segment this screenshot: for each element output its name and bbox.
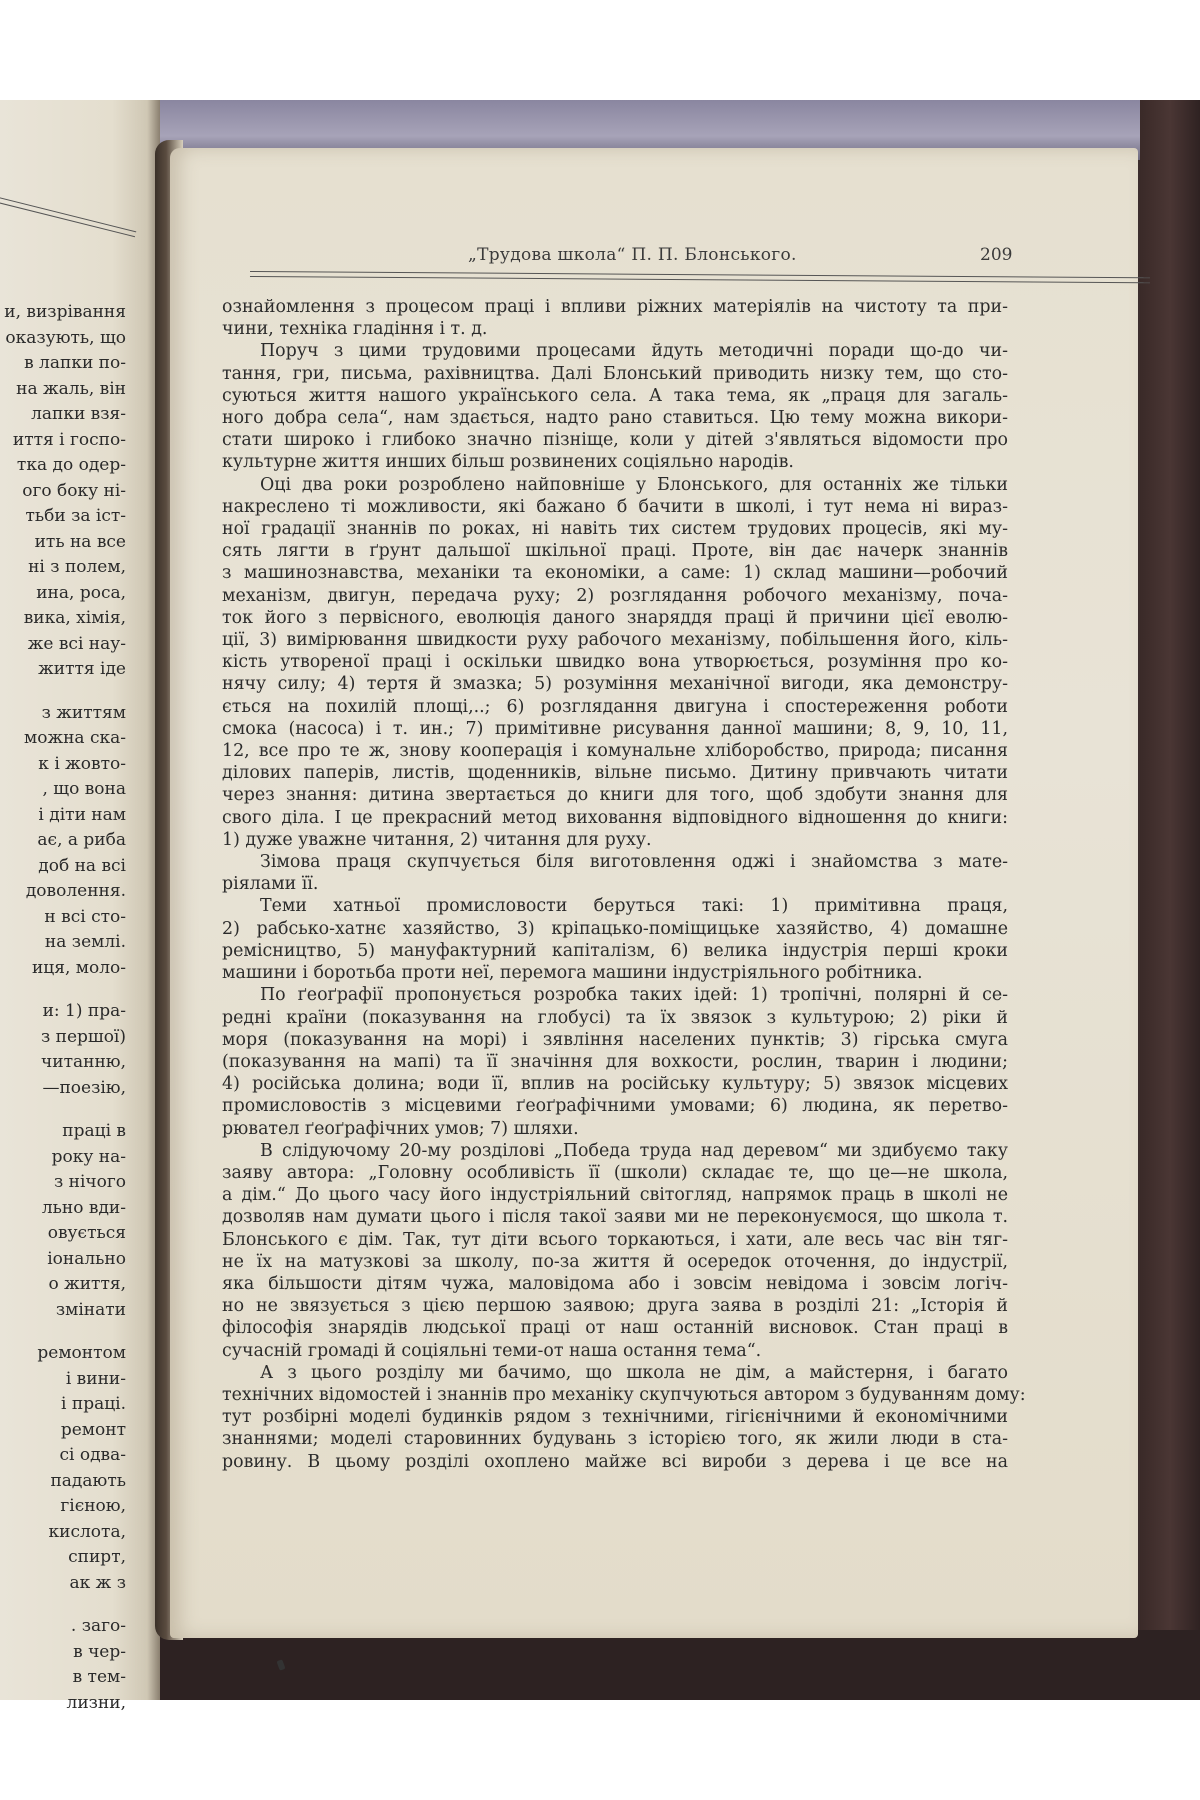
text-line: ділових паперів, листів, щоденників, вільне письмо. Дитину привчають читати (222, 763, 1008, 784)
text-line: рювател ґеоґрафічних умов; 7) шляхи. (222, 1118, 579, 1139)
text-line: культурне життя инших більш розвинених соціяльно народів. (222, 452, 794, 473)
text-line: знаннями; моделі старовинних будувань з історією того, як жили люди в ста- (222, 1429, 1008, 1450)
left-text-line: овується (47, 1223, 126, 1243)
text-line: По ґеоґрафії пропонується розробка таких ідей: 1) тропічні, полярні й се- (260, 985, 1008, 1006)
left-text-line: змінати (55, 1299, 126, 1320)
left-text-line: же всі нау- (27, 633, 126, 654)
text-line: заяву автора: „Головну особливість її (школи) складає те, що це—не школа, (222, 1162, 1008, 1183)
left-text-line: іонально (47, 1248, 126, 1269)
left-text-line: тка до одер- (16, 455, 126, 475)
left-text-line: і діти нам (38, 804, 126, 825)
background-cloth-right (1140, 100, 1200, 1700)
left-text-line: и, визрівання (4, 302, 126, 322)
text-line: накреслено ті можливости, які бажано б бачити в школі, і тут нема ні вираз- (222, 496, 1008, 517)
left-text-line: кислота, (48, 1521, 126, 1542)
left-text-line: ить на все (34, 531, 126, 552)
text-line: 2) рабсько-хатнє хазяйство, 3) кріпацько-поміщицьке хазяйство, 4) домашне (222, 918, 1008, 939)
text-line: не їх на матузкові за школу, по-за життя й осередок оточення, до індустрії, (222, 1251, 1008, 1272)
left-text-line: оказують, що (5, 327, 126, 348)
text-line: Блонського є дім. Так, тут діти всього торкаються, і хати, але весь час він тяг- (222, 1229, 1008, 1250)
text-line: 12, все про те ж, знову кооперація і комунальне хліборобство, природа; писання (222, 741, 1008, 762)
text-line: філософія знарядів людської праці от наш останній висновок. Стан праці в (222, 1318, 1008, 1339)
text-line: ремісництво, 5) мануфактурний капіталізм, 6) велика індустрія перші кроки (222, 940, 1008, 961)
left-text-line: в лапки по- (24, 353, 126, 373)
text-line: дозволяв нам думати цього і після такої заяви ми не переконуємося, що школа т. (222, 1207, 1008, 1228)
text-line: Теми хатньої промисловости беруться такі: 1) примітивна праця, (260, 896, 1008, 917)
left-text-line: читанню, (41, 1052, 126, 1072)
left-text-line: вика, хімія, (23, 608, 126, 628)
text-line: 1) дуже уважне читання, 2) читання для руху. (222, 829, 652, 850)
left-text-line: ремонт (60, 1419, 126, 1440)
left-page-fragment (0, 100, 160, 1713)
text-line: 4) російська долина; води її, вплив на російську культуру; 5) звязок місцевих (222, 1074, 1008, 1095)
text-line: стати широко і глибоко значно пізніще, коли у дітей з'являться відомости про (222, 430, 1008, 451)
left-text-line: життя іде (38, 659, 126, 679)
left-text-line: на землі. (44, 932, 126, 952)
text-line: ріялами її. (222, 874, 319, 895)
left-text-line: з життям (41, 702, 126, 723)
left-text-line: к і жовто- (38, 753, 126, 774)
text-line: яка більшости дітям чужа, маловідома або і зовсім невідома і зовсім логіч- (222, 1273, 1008, 1294)
left-text-line: можна ска- (24, 728, 126, 748)
left-text-line: ина, роса, (36, 582, 126, 603)
text-line: моря (показування на морі) і зявління населених пунктів; 3) гірська смуга (222, 1029, 1008, 1050)
text-line: ється на похилій площі,..; 6) розглядання двигуна і спостереження роботи (222, 696, 1008, 717)
left-text-line: ак ж з (69, 1572, 126, 1593)
text-line: Поруч з цими трудовими процесами йдуть методичні поради що-до чи- (260, 341, 1008, 362)
left-text-line: в тем- (72, 1667, 126, 1687)
page-body-text (222, 296, 1026, 1473)
text-line: а дім.“ До цього часу його індустріяльний світогляд, напрямок праць в школі не (222, 1185, 1008, 1206)
right-page (170, 148, 1138, 1638)
left-text-line: доб на всі (38, 855, 126, 876)
left-page-header-rule (0, 195, 136, 237)
text-line: Зімова праця скупчується біля виготовлення оджі і знайомства з мате- (260, 852, 1008, 873)
text-line: машини і боротьба проти неї, перемога машини індустріяльного робітника. (222, 963, 923, 984)
left-text-line: спирт, (68, 1547, 126, 1567)
text-line: ної градації знаннів по роках, ні навіть тих систем трудових процесів, які му- (222, 519, 1008, 540)
header-double-rule (250, 271, 1150, 283)
text-line: сять лягти в ґрунт дальшої шкільної праці. Проте, він дає начерк знаннів (222, 541, 1008, 562)
left-text-line: з нічого (53, 1172, 126, 1192)
text-line: Оці два роки розроблено найповніше у Блонського, для останніх же тільки (260, 474, 1008, 495)
text-line: технічних відомостей і знаннів про механіку скупчуються автором з будуванням дому: (222, 1384, 1026, 1405)
left-text-line: падають (50, 1470, 126, 1491)
paragraph-gap (0, 981, 126, 999)
left-text-line: и: 1) пра- (42, 1001, 126, 1021)
left-page-text (0, 300, 126, 1716)
text-line: (показування на мапі) та її значіння для вохкости, рослин, тварин і людини; (222, 1051, 1008, 1072)
paragraph-gap (0, 683, 126, 701)
background-cloth-bottom (160, 1630, 1200, 1700)
left-text-line: ремонтом (37, 1343, 126, 1363)
paragraph-gap (0, 1323, 126, 1341)
left-text-line: гієною, (60, 1496, 126, 1516)
text-line: кість утвореної праці і оскільки швидко вона утворюється, розуміння про ко- (222, 652, 1008, 673)
text-line: через знання: дитина звертається до книги для того, щоб здобути знання для (222, 785, 1008, 806)
left-text-line: лапки взя- (31, 404, 126, 424)
left-text-line: праці в (62, 1121, 126, 1141)
left-text-line: ого боку ні- (22, 480, 126, 501)
text-line: з машинознавства, механіки та економіки, а саме: 1) склад машини—робочий (222, 563, 1008, 584)
page-number: 209 (980, 245, 1013, 265)
text-line: сучасній громаді й соціяльні теми-от наша остання тема“. (222, 1340, 762, 1361)
left-text-line: о життя, (48, 1274, 126, 1294)
text-line: промисловостів з місцевими ґеоґрафічними умовами; 6) людина, як перетво- (222, 1096, 1008, 1117)
text-line: ознайомлення з процесом праці і впливи ріжних матеріялів на чистоту та при- (222, 297, 1008, 317)
left-text-line: льно вди- (41, 1197, 126, 1218)
left-text-line: і праці. (61, 1394, 126, 1414)
left-text-line: иця, моло- (31, 957, 126, 978)
running-head (250, 245, 1120, 275)
left-text-line: —поезію, (42, 1077, 126, 1098)
text-line: ровину. В цьому розділі охоплено майже всі вироби з дерева і це все на (222, 1451, 1008, 1472)
left-text-line: . заго- (70, 1616, 126, 1636)
text-line: ного добра села“, нам здається, надто рано ставиться. Цю тему можна викори- (222, 408, 1008, 429)
text-line: свого діла. І це прекрасний метод виховання відповідного відношення до книги: (222, 807, 1008, 828)
text-line: В слідуючому 20-му розділові „Победа труда над деревом“ ми здибуємо таку (260, 1140, 1008, 1161)
running-head-title: „Трудова школа“ П. П. Блонського. (468, 245, 797, 265)
left-text-line: з першої) (40, 1026, 126, 1047)
text-line: но не звязується з цією першою заявою; друга заява в розділі 21: „Історія й (222, 1296, 1008, 1317)
left-text-line: ає, а риба (37, 830, 126, 850)
left-text-line: на жаль, він (16, 378, 126, 399)
text-line: механізм, двигун, передача руху; 2) розглядання робочого механізму, поча- (222, 585, 1008, 606)
left-text-line: року на- (51, 1146, 126, 1167)
left-text-line: тьби за іст- (25, 506, 126, 526)
left-text-line: лизни, (66, 1692, 126, 1713)
left-text-line: ні з полем, (28, 557, 126, 577)
text-line: тання, гри, письма, рахівництва. Далі Блонський приводить низку тем, що сто- (222, 363, 1008, 384)
paragraph-gap (0, 1101, 126, 1119)
left-text-line: сі одва- (59, 1445, 126, 1465)
left-text-line: і вини- (65, 1368, 126, 1389)
left-text-line: иття і госпо- (12, 429, 126, 450)
text-line: ток його з первісного, еволюція даного знаряддя праці й причини цієї еволю- (222, 607, 1008, 628)
text-line: чини, техніка гладіння і т. д. (222, 319, 488, 340)
text-line: нячу силу; 4) тертя й змазка; 5) розуміння механічної вигоди, яка демонстру- (222, 674, 1008, 695)
text-line: тут розбірні моделі будинків рядом з технічними, гігієнічними й економічними (222, 1407, 1008, 1428)
text-line: редні країни (показування на глобусі) та їх звязок з культурою; 2) ріки й (222, 1007, 1008, 1028)
left-text-line: , що вона (42, 779, 126, 799)
book-photo (0, 100, 1200, 1713)
text-line: смока (насоса) і т. ин.; 7) примітивне рисування данної машини; 8, 9, 10, 11, (222, 718, 1008, 739)
text-line: А з цього розділу ми бачимо, що школа не дім, а майстерня, і багато (260, 1362, 1008, 1383)
left-text-line: в чер- (73, 1641, 126, 1662)
paragraph-gap (0, 1596, 126, 1614)
left-text-line: н всі сто- (44, 906, 126, 927)
text-line: ції, 3) вимірювання швидкости руху рабочого механізму, побільшення його, кіль- (222, 630, 1008, 651)
text-line: суються життя нашого українського села. А така тема, як „праця для загаль- (222, 385, 1008, 406)
left-text-line: доволення. (25, 881, 126, 901)
